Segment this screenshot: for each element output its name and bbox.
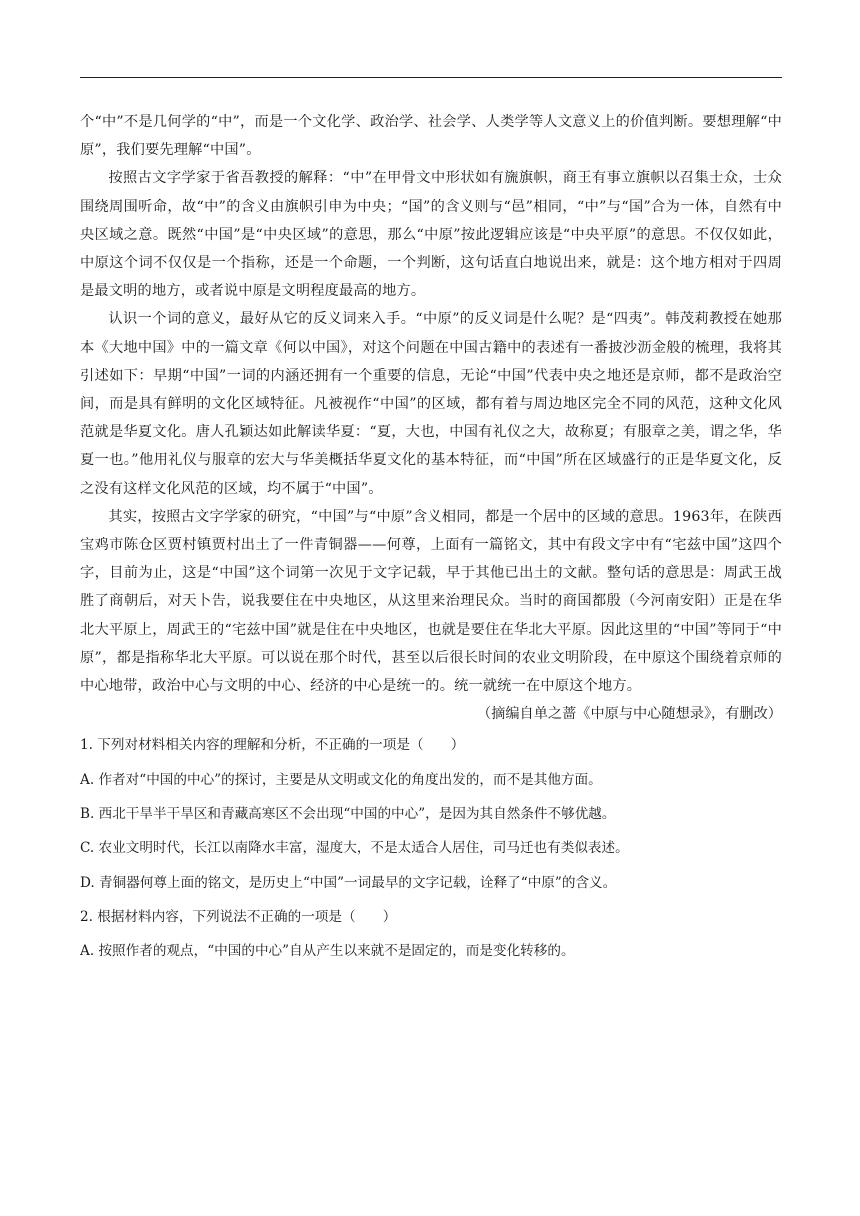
question-2-stem: 2. 根据材料内容，下列说法不正确的一项是（ ）: [80, 908, 397, 925]
question-1-option-c: C. 农业文明时代，长江以南降水丰富，湿度大，不是太适合人居住，司马迁也有类似表述。: [80, 840, 629, 857]
source-citation: （摘编自单之蔷《中原与中心随想录》，有删改）: [476, 706, 782, 723]
document-body: [80, 108, 782, 969]
paragraph-siyi: 认识一个词的意义，最好从它的反义词来入手。“中原”的反义词是什么呢？是“四夷”。韩茂莉教授在她那本《大地中国》中的一篇文章《何以中国》，对这个问题在中国古籍中的表述有一番披沙沥金般的梳理，我将其引述如下：早期“中国”一词的内涵还拥有一个重要的信息，无论“中国”代表中央之地还是京师，都不是政治空间，而是具有鲜明的文化区域特征。凡被视作“中国”的区域，都有着与周边地区完全不同的风范，这种文化风范就是华夏文化。唐人孔颖达如此解读华夏：“夏，大也，中国有礼仪之大，故称夏；有服章之美，谓之华，华夏一也。”他用礼仪与服章的宏大与华美概括华夏文化的基本特征，而“中国”所在区域盛行的正是华夏文化，反之没有这样文化风范的区域，均不属于“中国”。: [80, 311, 782, 497]
question-1-option-b: B. 西北干旱半干旱区和青藏高寒区不会出现“中国的中心”，是因为其自然条件不够优越。: [80, 806, 616, 823]
header-rule: [80, 77, 782, 78]
question-2-option-a: A. 按照作者的观点，“中国的中心”自从产生以来就不是固定的，而是变化转移的。: [80, 943, 575, 960]
paragraph-yu-xingwu: 按照古文字学家于省吾教授的解释：“中”在甲骨文中形状如有旒旗帜，商王有事立旗帜以召集士众，士众围绕周围听命，故“中”的含义由旗帜引申为中央；“国”的含义则与“邑”相同，“中”与“国”合为一体，自然有中央区域之意。既然“中国”是“中央区域”的意思，那么“中原”按此逻辑应该是“中央平原”的意思。不仅仅如此，中原这个词不仅仅是一个指称，还是一个命题，一个判断，这句话直白地说出来，就是：这个地方相对于四周是最文明的地方，或者说中原是文明程度最高的地方。: [80, 170, 782, 300]
question-1-option-d: D. 青铜器何尊上面的铭文，是历史上“中国”一词最早的文字记载，诠释了“中原”的含义。: [80, 874, 617, 891]
question-1-option-a: A. 作者对“中国的中心”的探讨，主要是从文明或文化的角度出发的，而不是其他方面。: [80, 771, 602, 788]
question-list: [80, 728, 782, 968]
paragraph-he-zun: 其实，按照古文字学家的研究，“中国”与“中原”含义相同，都是一个居中的区域的意思。1963年，在陕西宝鸡市陈仓区贾村镇贾村出土了一件青铜器——何尊，上面有一篇铭文，其中有段文字中有“宅兹中国”这四个字，目前为止，这是“中国”这个词第一次见于文字记载，早于其他已出土的文献。整句话的意思是：周武王战胜了商朝后，对天卜告，说我要住在中央地区，从这里来治理民众。当时的商国都殷（今河南安阳）正是在华北大平原上，周武王的“宅兹中国”就是住在中央地区，也就是要住在华北大平原。因此这里的“中国”等同于“中原”，都是指称华北大平原。可以说在那个时代，甚至以后很长时间的农业文明阶段，在中原这个围绕着京师的中心地带，政治中心与文明的中心、经济的中心是统一的。统一就统一在中原这个地方。: [80, 508, 782, 695]
paragraph-continuation: 个“中”不是几何学的“中”，而是一个文化学、政治学、社会学、人类学等人文意义上的价值判断。要想理解“中原”，我们要先理解“中国”。: [80, 114, 782, 159]
question-1-stem: 1. 下列对材料相关内容的理解和分析，不正确的一项是（ ）: [80, 737, 465, 754]
